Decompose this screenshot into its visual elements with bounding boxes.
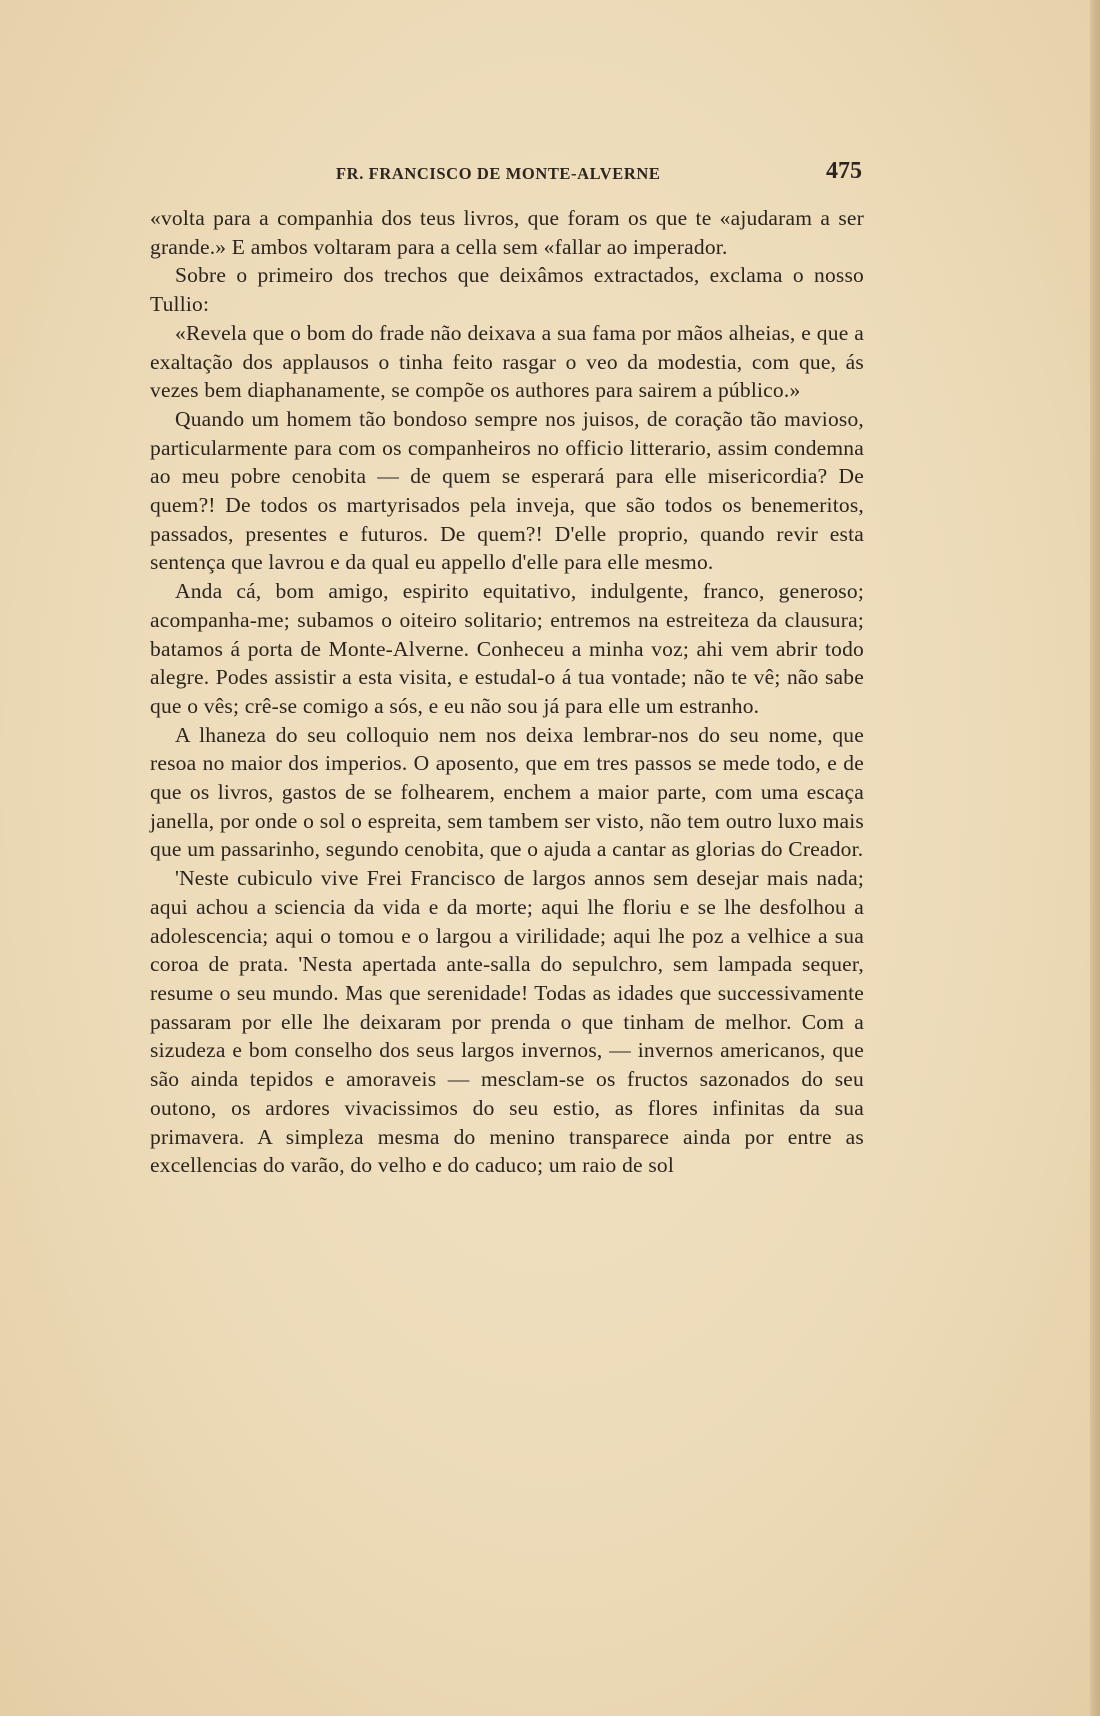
running-title: FR. FRANCISCO DE MONTE-ALVERNE [336, 164, 661, 183]
paragraph: «volta para a companhia dos teus livros, que foram os que te «ajudaram a ser grande.» E ambos voltaram para a cella sem «fallar ao imperador. [150, 206, 864, 259]
paragraph: Sobre o primeiro dos trechos que deixâmos extractados, exclama o nosso Tullio: [150, 263, 864, 317]
paragraph: «Revela que o bom do frade não deixava a sua fama por mãos alheias, e que a exaltação dos applausos o tinha feito rasgar o veo da modestia, com que, ás vezes bem diaphanamente, se compõe os authores para sairem a público.» [150, 320, 864, 403]
paragraph: Anda cá, bom amigo, espirito equitativo, indulgente, franco, generoso; acompanha-me; subamos o oiteiro solitario; entremos na estreiteza da clausura; batamos á porta de Monte-Alverne. Conheceu a minha voz; ahi vem abrir todo alegre. Podes assistir a esta visita, e estudal-o á tua vontade; não te vê; não sabe que o vês; crê-se comigo a sós, e eu não sou já para elle um estranho. [150, 579, 864, 718]
page-header [150, 158, 872, 188]
body-text [150, 204, 864, 1180]
page-edge [1090, 0, 1100, 1716]
paragraph: 'Neste cubiculo vive Frei Francisco de largos annos sem desejar mais nada; aqui achou a sciencia da vida e da morte; aqui lhe floriu e se lhe desfolhou a adolescencia; aqui o tomou e o largou a virilidade; aqui lhe poz a velhice a sua coroa de prata. 'Nesta apertada ante-salla do sepulchro, sem lampada sequer, resume o seu mundo. Mas que serenidade! Todas as idades que successivamente passaram por elle lhe deixaram por prenda o que tinham de melhor. Com a sizudeza e bom conselho dos seus largos invernos, — invernos americanos, que são ainda tepidos e amoraveis — mesclam-se os fructos sazonados do seu outono, os ardores vivacissimos do seu estio, as flores infinitas da sua primavera. A simpleza mesma do menino transparece ainda por entre as excellencias do varão, do velho e do caduco; um raio de sol [150, 866, 864, 1178]
page-number: 475 [826, 158, 862, 184]
paragraph: Quando um homem tão bondoso sempre nos juisos, de coração tão mavioso, particularmente para com os companheiros no officio litterario, assim condemna ao meu pobre cenobita — de quem se esperará para elle misericordia? De quem?! De todos os martyrisados pela inveja, que são todos os benemeritos, passados, presentes e futuros. De quem?! D'elle proprio, quando revir esta sentença que lavrou e da qual eu appello d'elle para elle mesmo. [150, 406, 864, 575]
paragraph: A lhaneza do seu colloquio nem nos deixa lembrar-nos do seu nome, que resoa no maior dos imperios. O aposento, que em tres passos se mede todo, e de que os livros, gastos de se folhearem, enchem a maior parte, com uma escaça janella, por onde o sol o espreita, sem tambem ser visto, não tem outro luxo mais que um passarinho, segundo cenobita, que o ajuda a cantar as glorias do Creador. [150, 722, 864, 862]
